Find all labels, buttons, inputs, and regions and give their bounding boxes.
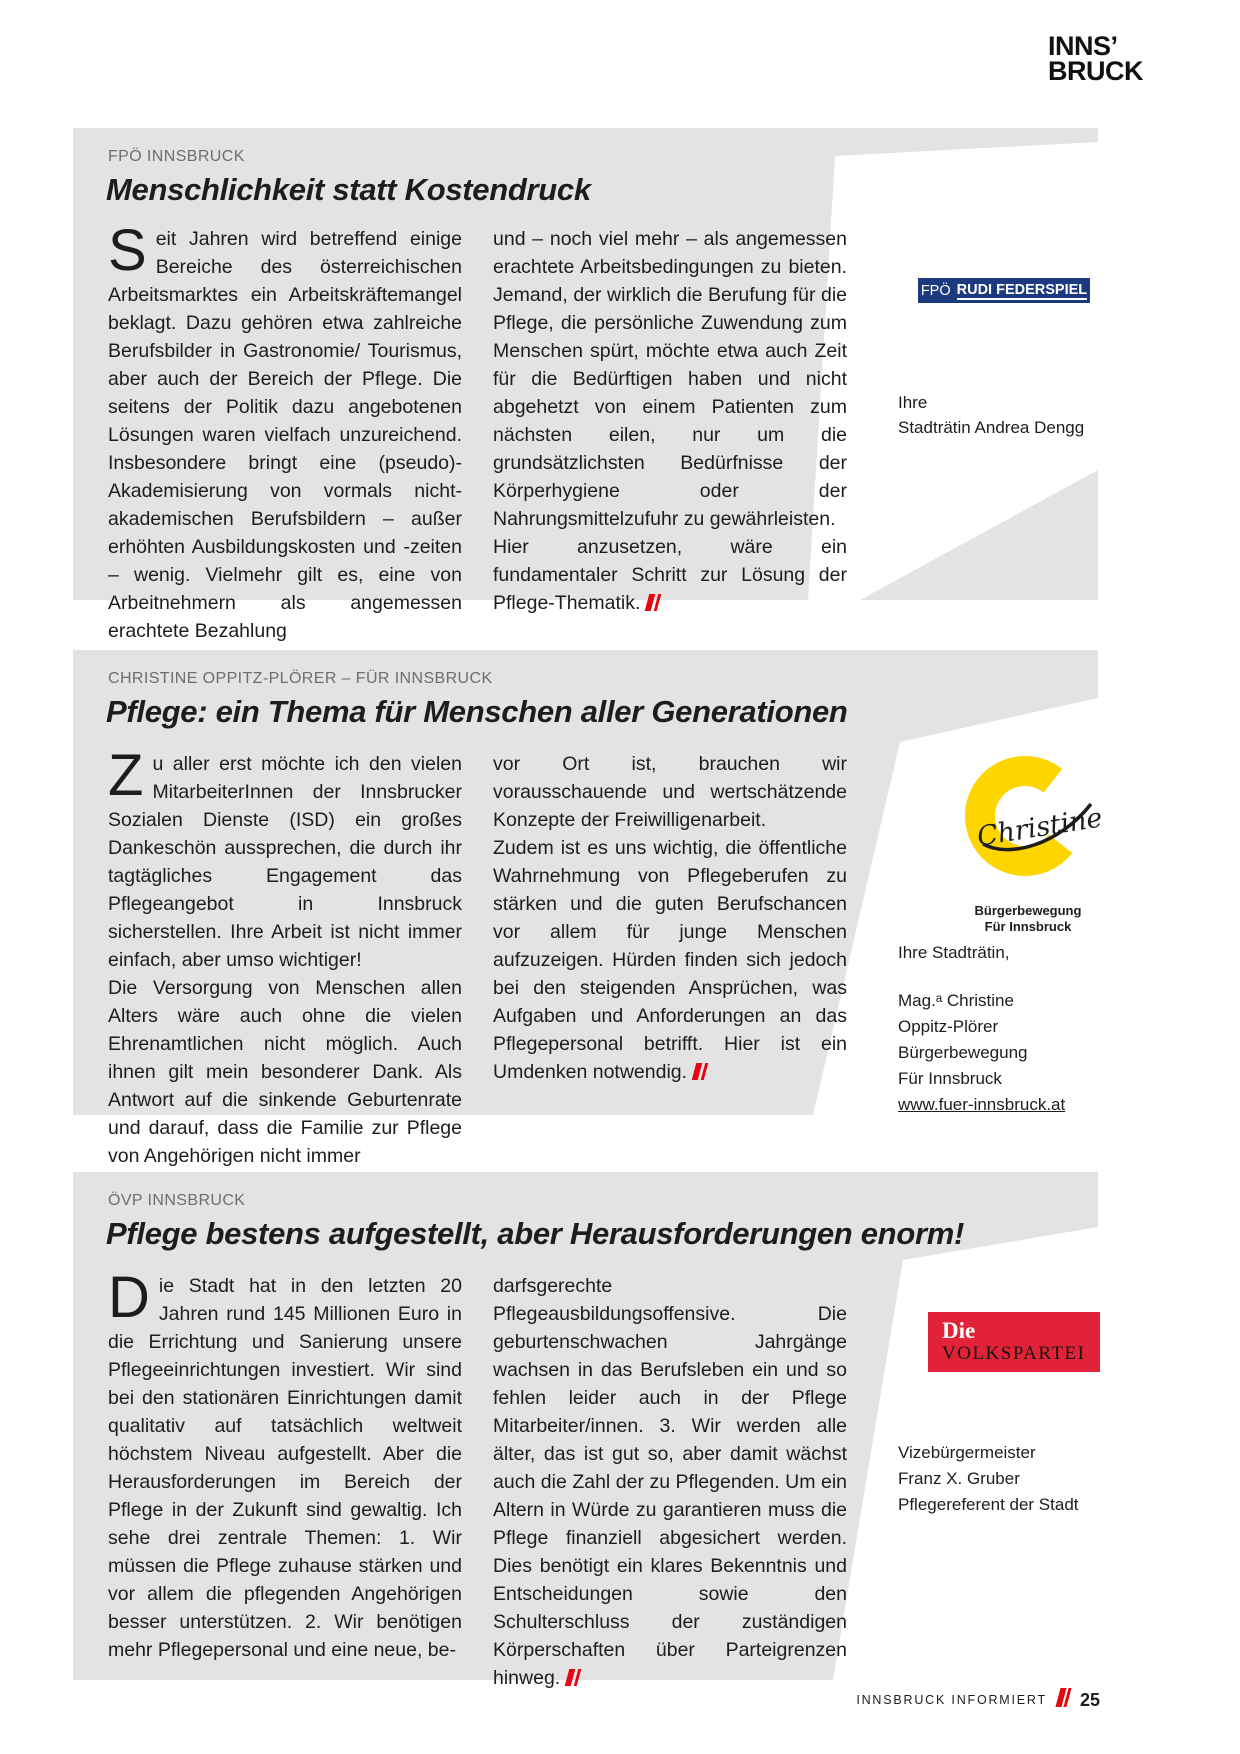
body-text: vor Ort ist, brauchen wir vorausschauende und wertschätzende Konzepte der Freiwilligenarbeit.	[493, 753, 847, 831]
footer-magazine-title: INNSBRUCK INFORMIERT	[856, 1693, 1047, 1707]
innsbruck-logo-line2: BRUCK	[1048, 56, 1143, 86]
body-text: Hier anzusetzen, wäre ein fundamentaler Schritt zur Lösung der Pflege-Thematik.	[493, 536, 847, 614]
body-column-1	[108, 1265, 462, 1694]
body-column-2	[493, 225, 847, 645]
article-headline: Pflege: ein Thema für Menschen aller Generationen	[106, 694, 848, 729]
author-org-line: Für Innsbruck	[898, 1069, 1002, 1088]
author-credit-line: Ihre	[898, 393, 928, 412]
badge-name: RUDI FEDERSPIEL	[956, 281, 1088, 298]
article-body	[108, 1265, 848, 1694]
article-body	[108, 218, 848, 645]
badge-prefix: FPÖ	[920, 282, 951, 299]
author-name-line: Mag.ᵃ Christine	[898, 991, 1014, 1010]
footer-page-number: 25	[1079, 1689, 1100, 1710]
article-kicker: FPÖ INNSBRUCK	[108, 148, 245, 165]
article-end-mark	[694, 1060, 705, 1088]
fpo-federspiel-badge	[918, 278, 1090, 303]
logo-caption	[953, 903, 1103, 935]
innsbruck-logo-line1: INNS’	[1048, 31, 1118, 61]
christine-c-icon	[953, 746, 1103, 896]
body-text: und – noch viel mehr – als angemessen erachtete Arbeitsbedingungen zu bieten. Jemand, der wirklich die Berufung für die Pflege, die persönliche Zuwendung zum Menschen spürt, möchte etwa auch Zeit für die Bedürftigen haben und nicht abgehetzt von einem Patienten zum nächsten eilen, nur um die grundsätzlichsten Bedürfnisse der Körperhygiene oder der Nahrungsmittelzufuhr zu gewährleisten.	[493, 228, 847, 530]
body-text: Zudem ist es uns wichtig, die öffentliche Wahrnehmung von Pflegeberufen zu stärken und die guten Berufschancen vor allem für junge Menschen aufzuzeigen. Hürden finden sich jedoch bei den steigenden Ansprüchen, was Aufgaben und Anforderungen an das Pflegepersonal betrifft. Hier ist ein Umdenken notwendig.	[493, 837, 847, 1083]
body-column-2	[493, 1272, 847, 1694]
article-kicker: ÖVP INNSBRUCK	[108, 1192, 246, 1209]
author-credit-line: Stadträtin Andrea Dengg	[898, 418, 1085, 437]
badge-line: VOLKSPARTEI	[942, 1343, 1086, 1364]
body-text: u aller erst möchte ich den vielen MitarbeiterInnen der Innsbrucker Sozialen Dienste (ISD) ein großes Dankeschön aussprechen, die durch ihr tagtägliches Engagement das Pflegeangebot in Innsbruck sicherstellen. Ihre Arbeit ist nicht immer einfach, aber umso wichtiger!	[108, 753, 462, 971]
drop-cap: S	[108, 218, 147, 283]
article-fpo	[73, 128, 1098, 642]
innsbruck-logo	[1048, 31, 1143, 86]
logo-caption-line: Bürgerbewegung	[974, 903, 1082, 918]
author-org-line: Bürgerbewegung	[898, 1043, 1028, 1062]
fuer-innsbruck-link[interactable]: www.fuer-innsbruck.at	[898, 1095, 1066, 1114]
article-oevp	[73, 1172, 1098, 1689]
body-text: eit Jahren wird betreffend einige Bereiche des österreichischen Arbeitsmarktes ein Arbeitskräftemangel beklagt. Dazu gehören etwa zahlreiche Berufsbilder in Gastronomie/ Tourismus, aber auch der Bereich der Pflege. Die seitens der Politik dazu angebotenen Lösungen waren vielfach unzureichend. Insbesondere bringt eine (pseudo)-Akademisierung von vormals nicht-akademischen Berufsbildern – außer erhöhten Ausbildungskosten und -zeiten – wenig. Vielmehr gilt es, eine von Arbeitnehmern als angemessen erachtete Bezahlung	[108, 228, 462, 642]
body-text: darfsgerechte Pflegeausbildungsoffensive. Die geburtenschwachen Jahrgänge wachsen in das Berufsleben ein und so fehlen leider auch in der Pflege Mitarbeiter/innen. 3. Wir werden alle älter, das ist gut so, aber damit wächst auch die Zahl der zu Pflegenden. Um ein Altern in Würde zu garantieren muss die Pflege finanziell abgesichert werden. Dies benötigt ein klares Bekenntnis und Entscheidungen sowie den Schulterschluss der zuständigen Körperschaften über Parteigrenzen hinweg.	[493, 1275, 847, 1689]
body-column-1	[108, 743, 462, 1170]
drop-cap: Z	[108, 743, 144, 808]
author-credit-line: Franz X. Gruber	[898, 1469, 1020, 1488]
author-credit-line: Pflegereferent der Stadt	[898, 1495, 1079, 1514]
body-column-2	[493, 750, 847, 1170]
drop-cap: D	[108, 1265, 150, 1330]
body-text: ie Stadt hat in den letzten 20 Jahren rund 145 Millionen Euro in die Errichtung und Sanierung unsere Pflegeeinrichtungen investiert. Wir sind bei den stationären Einrichtungen damit qualitativ auf tatsächlich weltweit höchstem Niveau aufgestellt. Aber die Herausforderungen im Bereich der Pflege in der Zukunft sind gewaltig. Ich sehe drei zentrale Themen: 1. Wir müssen die Pflege zuhause stärken und vor allem die pflegenden Angehörigen besser unterstützen. 2. Wir benötigen mehr Pflegepersonal und eine neue, be-	[108, 1275, 462, 1661]
author-credit	[898, 988, 1065, 1118]
article-body	[108, 743, 848, 1170]
body-column-1	[108, 218, 462, 645]
logo-caption-line: Für Innsbruck	[984, 919, 1072, 934]
article-kicker: CHRISTINE OPPITZ-PLÖRER – FÜR INNSBRUCK	[108, 670, 493, 687]
author-credit	[898, 390, 1084, 440]
author-credit-line: Vizebürgermeister	[898, 1443, 1036, 1462]
author-name-line: Oppitz-Plörer	[898, 1017, 999, 1036]
author-credit	[898, 1440, 1079, 1518]
body-text: Die Versorgung von Menschen allen Alters wäre auch ohne die vielen Ehrenamtlichen nicht möglich. Auch ihnen gilt mein besonderer Dank. Als Antwort auf die sinkende Geburtenrate und darauf, dass die Familie zur Pflege von Angehörigen nicht immer	[108, 977, 462, 1167]
article-fuer-innsbruck	[73, 650, 1103, 1167]
volkspartei-badge	[928, 1312, 1100, 1372]
article-headline: Pflege bestens aufgestellt, aber Herausforderungen enorm!	[106, 1216, 964, 1251]
author-salutation: Ihre Stadträtin,	[898, 943, 1010, 962]
article-headline: Menschlichkeit statt Kostendruck	[106, 172, 591, 207]
article-end-mark	[647, 591, 658, 619]
footer-slash-mark	[1058, 1688, 1069, 1712]
article-end-mark	[567, 1666, 578, 1694]
christine-signature: Christine	[974, 802, 1103, 853]
christine-logo	[953, 746, 1103, 935]
badge-line: Die	[942, 1318, 976, 1343]
page-footer	[856, 1688, 1100, 1712]
